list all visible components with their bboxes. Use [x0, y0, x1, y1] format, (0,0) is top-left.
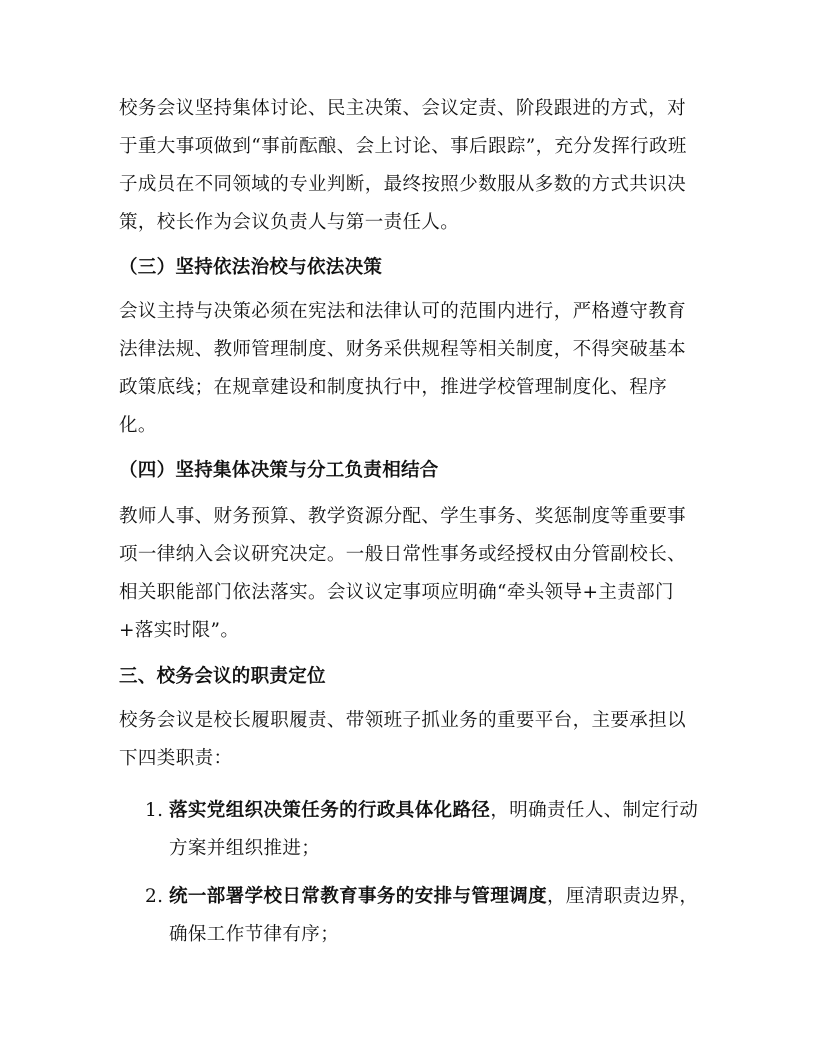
- list-item-text: ，厘清职责边界，确保工作节律有序；: [169, 886, 699, 945]
- list-item-body: [169, 792, 701, 868]
- heading-collective-decision: （四）坚持集体决策与分工负责相结合: [119, 460, 439, 481]
- paragraph-collective-decision: 教师人事、财务预算、教学资源分配、学生事务、奖惩制度等重要事项一律纳入会议研究决定。一般日常性事务或经授权由分管副校长、相关职能部门依法落实。会议议定事项应明确“牵头领导+主责部门+落实时限”。: [119, 506, 687, 641]
- list-item: [145, 792, 701, 868]
- list-item: [145, 878, 701, 954]
- paragraph-rule-of-law: 会议主持与决策必须在宪法和法律认可的范围内进行，严格遵守教育法律法规、教师管理制度、财务采供规程等相关制度，不得突破基本政策底线；在规章建设和制度执行中，推进学校管理制度化、程序化。: [119, 301, 687, 436]
- list-item-body: [169, 878, 701, 954]
- list-item-text: ，明确责任人、制定行动方案并组织推进；: [169, 800, 699, 859]
- heading-rule-of-law: （三）坚持依法治校与依法决策: [119, 257, 383, 278]
- list-item-emphasis: 统一部署学校日常教育事务的安排与管理调度: [169, 886, 548, 907]
- paragraph-duties-intro: 校务会议是校长履职履责、带领班子抓业务的重要平台，主要承担以下四类职责：: [119, 710, 687, 769]
- list-item-number: 2.: [145, 886, 164, 907]
- paragraph-decision-method: 校务会议坚持集体讨论、民主决策、会议定责、阶段跟进的方式，对于重大事项做到“事前酝酿、会上讨论、事后跟踪”，充分发挥行政班子成员在不同领域的专业判断，最终按照少数服从多数的方式共识决策，校长作为会议负责人与第一责任人。: [119, 98, 687, 233]
- list-item-number: 1.: [145, 800, 164, 821]
- heading-section-three: 三、校务会议的职责定位: [119, 666, 326, 687]
- list-item-emphasis: 落实党组织决策任务的行政具体化路径: [169, 800, 491, 821]
